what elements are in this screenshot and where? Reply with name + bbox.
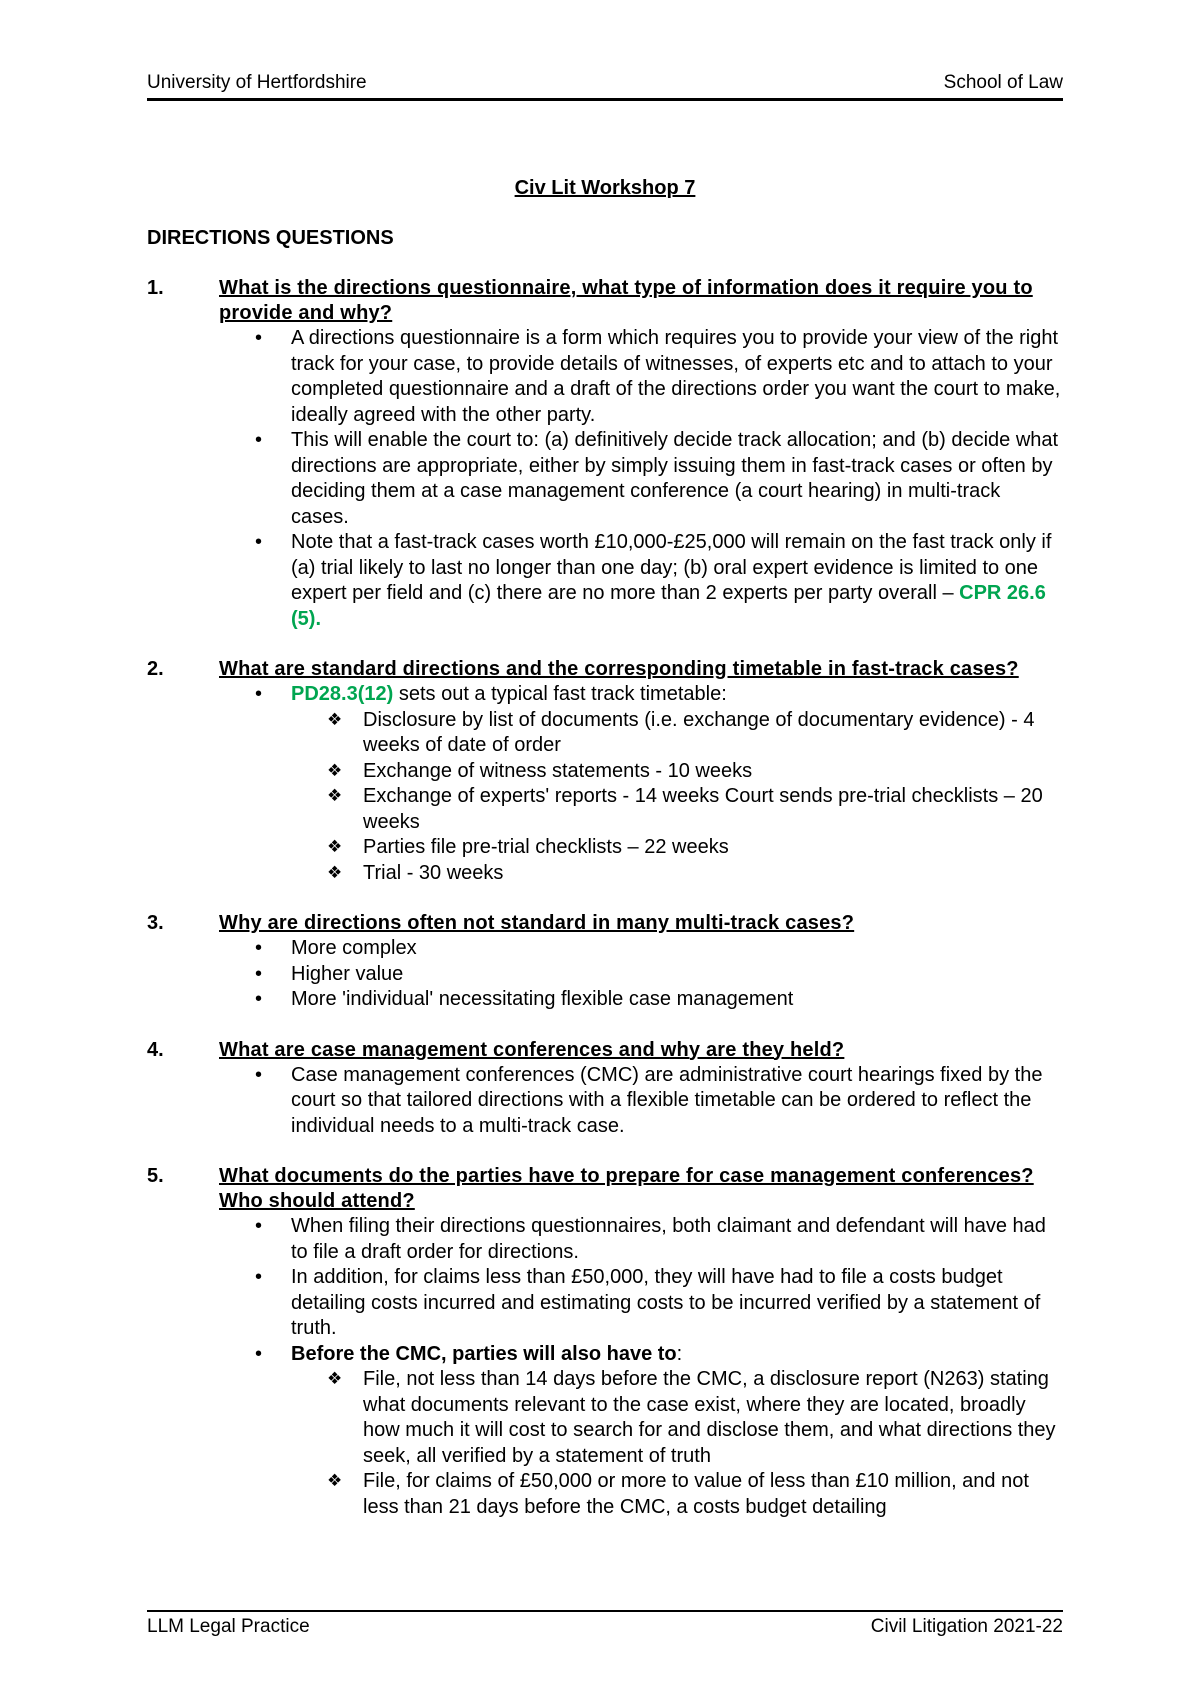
list-item: • More complex <box>291 936 1063 962</box>
document-title: Civ Lit Workshop 7 <box>514 177 696 199</box>
list-item: • When filing their directions questionnaires, both claimant and defendant will have had to file a draft order for directions. <box>291 1214 1063 1265</box>
list-item: • A directions questionnaire is a form which requires you to provide your view of the right track for your case, to provide details of witnesses, of experts etc and to attach to your completed questionnaire and a draft of the directions order you want the court to make, ideally agreed with the other party. <box>291 326 1063 428</box>
question-5 <box>147 1164 1063 1520</box>
header-rule <box>147 98 1063 101</box>
list-item: • Higher value <box>291 962 1063 988</box>
timetable-item: ❖ Exchange of experts' reports - 14 weeks Court sends pre-trial checklists – 20 weeks <box>363 784 1063 835</box>
requirement-item: ❖ File, for claims of £50,000 or more to value of less than £10 million, and not less than 21 days before the CMC, a costs budget detailing <box>363 1469 1063 1520</box>
answer-list <box>219 326 1063 632</box>
page-content <box>147 176 1063 1545</box>
header-right: School of Law <box>943 72 1063 93</box>
footer-right: Civil Litigation 2021-22 <box>870 1616 1063 1637</box>
question-2 <box>147 657 1063 886</box>
list-item-lead: Before the CMC, parties will also have to <box>291 1342 677 1365</box>
requirement-item: ❖ File, not less than 14 days before the CMC, a disclosure report (N263) stating what documents relevant to the case exist, where they are located, broadly how much it will cost to search for and disclose them, and what directions they seek, all verified by a statement of truth <box>363 1367 1063 1469</box>
answer-list <box>219 682 1063 886</box>
answer-list <box>219 936 1063 1013</box>
legal-reference: PD28.3(12) <box>291 683 394 705</box>
list-item <box>291 1342 1063 1521</box>
section-heading: DIRECTIONS QUESTIONS <box>147 227 394 249</box>
question-4 <box>147 1038 1063 1140</box>
list-item-text: : <box>676 1342 683 1365</box>
question-number: 3. <box>147 912 164 934</box>
question-number: 5. <box>147 1165 164 1187</box>
question-number: 4. <box>147 1038 164 1061</box>
cmc-requirements-list <box>291 1367 1063 1520</box>
list-item: • This will enable the court to: (a) definitively decide track allocation; and (b) decide what directions are appropriate, either by simply issuing them in fast-track cases or often by deciding them at a case management conference (a court hearing) in multi-track cases. <box>291 428 1063 530</box>
page-footer <box>147 1616 1063 1638</box>
page-header <box>147 72 1063 100</box>
timetable-item: ❖ Trial - 30 weeks <box>363 861 1063 887</box>
timetable-item: ❖ Parties file pre-trial checklists – 22 weeks <box>363 835 1063 861</box>
question-text: What are case management conferences and why are they held? <box>219 1038 845 1061</box>
question-text: What is the directions questionnaire, what type of information does it require you to provide and why? <box>219 277 1033 324</box>
footer-left: LLM Legal Practice <box>147 1616 310 1637</box>
question-3 <box>147 911 1063 1013</box>
timetable-list <box>291 708 1063 887</box>
timetable-item: ❖ Exchange of witness statements - 10 weeks <box>363 759 1063 785</box>
timetable-item: ❖ Disclosure by list of documents (i.e. exchange of documentary evidence) - 4 weeks of date of order <box>363 708 1063 759</box>
legal-reference: CPR 26.6 (5). <box>291 582 1046 630</box>
question-text: What are standard directions and the corresponding timetable in fast-track cases? <box>219 658 1019 680</box>
list-item: • Case management conferences (CMC) are administrative court hearings fixed by the court so that tailored directions with a flexible timetable can be ordered to reflect the individual needs to a multi-track case. <box>291 1063 1063 1140</box>
header-left: University of Hertfordshire <box>147 72 367 93</box>
question-1 <box>147 276 1063 632</box>
footer-rule <box>147 1610 1063 1612</box>
answer-list <box>219 1214 1063 1520</box>
list-item: • More 'individual' necessitating flexible case management <box>291 987 1063 1013</box>
answer-list <box>219 1063 1063 1140</box>
list-item: • In addition, for claims less than £50,000, they will have had to file a costs budget detailing costs incurred and estimating costs to be incurred verified by a statement of truth. <box>291 1265 1063 1342</box>
question-text: Why are directions often not standard in many multi-track cases? <box>219 912 855 934</box>
list-item <box>291 682 1063 886</box>
list-item <box>291 530 1063 632</box>
list-item-text: Note that a fast-track cases worth £10,000-£25,000 will remain on the fast track only if (a) trial likely to last no longer than one day; (b) oral expert evidence is limited to one expert per field and (c) there are no more than 2 experts per party overall – <box>291 531 1052 604</box>
question-number: 2. <box>147 658 164 680</box>
question-number: 1. <box>147 277 164 299</box>
question-text: What documents do the parties have to prepare for case management conferences? Who should attend? <box>219 1165 1034 1212</box>
list-item-text: sets out a typical fast track timetable: <box>393 683 727 705</box>
